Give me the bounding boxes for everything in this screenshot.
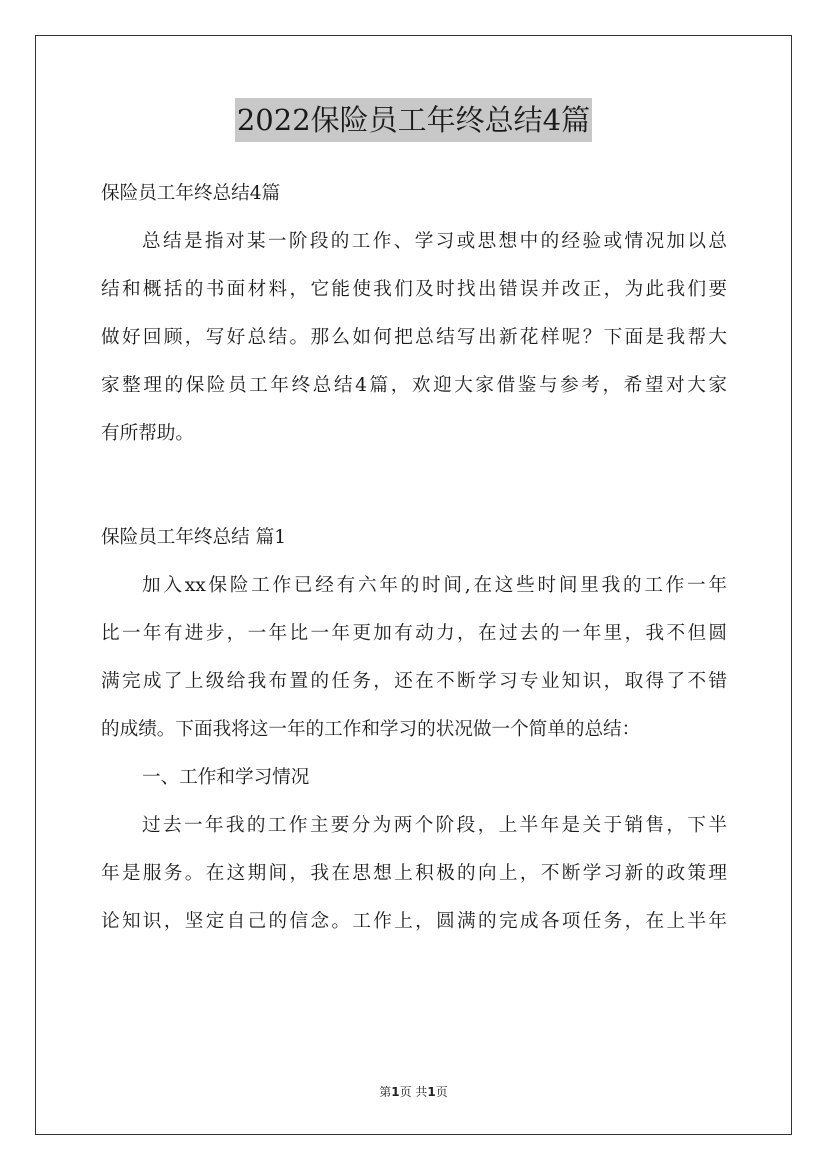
document-body bbox=[101, 170, 727, 946]
footer-page-number: 1 bbox=[391, 1085, 400, 1099]
paragraph-line: 论知识，坚定自己的信念。工作上，圆满的完成各项任务，在上半年 bbox=[101, 911, 727, 932]
document-subtitle: 保险员工年终总结4篇 bbox=[101, 183, 281, 204]
paragraph-line: 加入xx保险工作已经有六年的时间,在这些时间里我的工作一年 bbox=[142, 575, 727, 596]
page-footer bbox=[0, 1083, 827, 1100]
intro-line: 有所帮助。 bbox=[101, 423, 194, 444]
paragraph-line: 年是服务。在这期间，我在思想上积极的向上，不断学习新的政策理 bbox=[101, 863, 727, 884]
footer-middle: 页 共 bbox=[399, 1085, 428, 1099]
paragraph-spacer bbox=[101, 458, 727, 514]
paragraph-line: 比一年有进步，一年比一年更加有动力，在过去的一年里，我不但圆 bbox=[101, 623, 727, 644]
intro-line: 总结是指对某一阶段的工作、学习或思想中的经验或情况加以总 bbox=[142, 231, 727, 252]
paragraph-line: 过去一年我的工作主要分为两个阶段，上半年是关于销售，下半 bbox=[142, 815, 727, 836]
intro-line: 做好回顾，写好总结。那么如何把总结写出新花样呢？下面是我帮大 bbox=[101, 327, 727, 348]
footer-suffix: 页 bbox=[435, 1085, 448, 1099]
intro-line: 结和概括的书面材料，它能使我们及时找出错误并改正，为此我们要 bbox=[101, 279, 727, 300]
footer-prefix: 第 bbox=[379, 1085, 392, 1099]
section-heading: 保险员工年终总结 篇1 bbox=[101, 527, 287, 548]
document-title: 2022保险员工年终总结4篇 bbox=[235, 98, 592, 142]
title-container bbox=[0, 98, 827, 142]
paragraph-line: 的成绩。下面我将这一年的工作和学习的状况做一个简单的总结： bbox=[101, 719, 641, 740]
footer-page-total: 1 bbox=[427, 1085, 436, 1099]
subheading: 一、工作和学习情况 bbox=[142, 767, 310, 788]
paragraph-line: 满完成了上级给我布置的任务，还在不断学习专业知识，取得了不错 bbox=[101, 671, 727, 692]
intro-line: 家整理的保险员工年终总结4篇，欢迎大家借鉴与参考，希望对大家 bbox=[101, 375, 727, 396]
